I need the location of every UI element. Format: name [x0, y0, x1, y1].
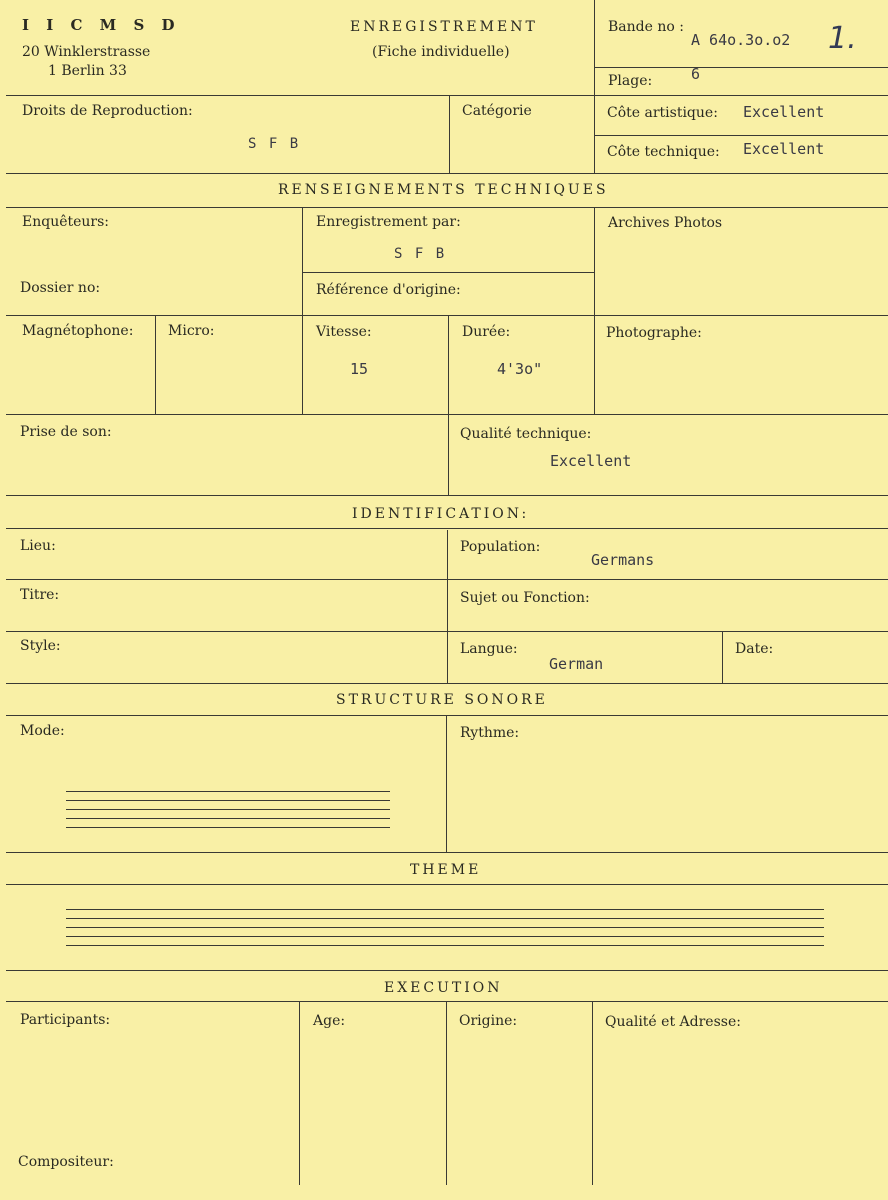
- divider: [6, 631, 888, 632]
- plage-value: 6: [691, 65, 701, 83]
- bande-label: Bande no :: [608, 19, 684, 35]
- qualite-technique-value: Excellent: [550, 452, 632, 470]
- form-subtitle: (Fiche individuelle): [372, 44, 510, 60]
- enqueteurs-label: Enquêteurs:: [22, 214, 110, 230]
- divider: [155, 316, 156, 415]
- divider: [6, 315, 888, 316]
- qualite-technique-label: Qualité technique:: [460, 426, 592, 442]
- prise-de-son-label: Prise de son:: [20, 424, 112, 440]
- divider: [6, 414, 888, 415]
- section-title-theme: THEME: [410, 862, 482, 878]
- divider: [302, 208, 303, 415]
- vitesse-label: Vitesse:: [316, 324, 372, 340]
- divider: [6, 495, 888, 496]
- mode-label: Mode:: [20, 723, 65, 739]
- staff-line: [66, 809, 390, 810]
- magnetophone-label: Magnétophone:: [22, 323, 134, 339]
- divider: [6, 579, 888, 580]
- population-label: Population:: [460, 539, 541, 555]
- staff-line: [66, 927, 824, 928]
- divider: [6, 1001, 888, 1002]
- langue-label: Langue:: [460, 641, 518, 657]
- section-title-structure: STRUCTURE SONORE: [336, 692, 548, 708]
- staff-line: [66, 827, 390, 828]
- archives-photos-label: Archives Photos: [608, 215, 723, 231]
- cote-artistique-label: Côte artistique:: [607, 105, 718, 121]
- divider: [6, 970, 888, 971]
- divider: [592, 1002, 593, 1185]
- photographe-label: Photographe:: [606, 325, 702, 341]
- plage-label: Plage:: [608, 73, 653, 89]
- divider: [447, 530, 448, 684]
- divider: [594, 0, 595, 173]
- section-title-technical: RENSEIGNEMENTS TECHNIQUES: [278, 182, 609, 198]
- staff-line: [66, 818, 390, 819]
- divider: [6, 884, 888, 885]
- staff-line: [66, 909, 824, 910]
- lieu-label: Lieu:: [20, 538, 56, 554]
- population-value: Germans: [591, 551, 655, 569]
- divider: [446, 1002, 447, 1185]
- cote-artistique-value: Excellent: [743, 103, 825, 121]
- divider: [722, 632, 723, 684]
- droits-value: S F B: [248, 136, 301, 152]
- form-title: ENREGISTREMENT: [350, 19, 538, 35]
- staff-line: [66, 945, 824, 946]
- address-line-1: 20 Winklerstrasse: [22, 44, 151, 60]
- reference-label: Référence d'origine:: [316, 282, 461, 298]
- langue-value: German: [549, 655, 604, 673]
- rythme-label: Rythme:: [460, 725, 520, 741]
- bande-handwritten: 1.: [828, 21, 857, 56]
- divider: [299, 1002, 300, 1185]
- section-title-identification: IDENTIFICATION:: [352, 506, 530, 522]
- divider: [594, 208, 595, 415]
- dossier-label: Dossier no:: [20, 280, 101, 296]
- cote-technique-value: Excellent: [743, 140, 825, 158]
- divider: [6, 207, 888, 208]
- divider: [594, 135, 888, 136]
- divider: [6, 95, 888, 96]
- micro-label: Micro:: [168, 323, 215, 339]
- participants-label: Participants:: [20, 1012, 111, 1028]
- titre-label: Titre:: [20, 587, 60, 603]
- bande-value: A 64o.3o.o2: [691, 31, 791, 49]
- duree-label: Durée:: [462, 324, 511, 340]
- address-line-2: 1 Berlin 33: [48, 63, 127, 79]
- divider: [446, 716, 447, 853]
- droits-label: Droits de Reproduction:: [22, 103, 193, 119]
- sujet-label: Sujet ou Fonction:: [460, 590, 590, 606]
- institute-logo: I I C M S D: [22, 16, 181, 34]
- categorie-label: Catégorie: [462, 103, 532, 119]
- enregistrement-par-value: S F B: [394, 246, 447, 262]
- divider: [6, 715, 888, 716]
- divider: [6, 173, 888, 174]
- staff-line: [66, 791, 390, 792]
- age-label: Age:: [313, 1013, 346, 1029]
- enregistrement-par-label: Enregistrement par:: [316, 214, 461, 230]
- style-label: Style:: [20, 638, 61, 654]
- divider: [302, 272, 594, 273]
- divider: [6, 852, 888, 853]
- origine-label: Origine:: [459, 1013, 518, 1029]
- divider: [594, 67, 888, 68]
- vitesse-value: 15: [350, 360, 369, 378]
- divider: [6, 528, 888, 529]
- staff-line: [66, 800, 390, 801]
- duree-value: 4'3o": [497, 360, 543, 378]
- date-label: Date:: [735, 641, 774, 657]
- divider: [448, 316, 449, 496]
- divider: [6, 683, 888, 684]
- staff-line: [66, 918, 824, 919]
- staff-line: [66, 936, 824, 937]
- compositeur-label: Compositeur:: [18, 1154, 114, 1170]
- cote-technique-label: Côte technique:: [607, 144, 720, 160]
- divider: [449, 96, 450, 173]
- qualite-adresse-label: Qualité et Adresse:: [605, 1014, 741, 1030]
- section-title-execution: EXECUTION: [384, 980, 503, 996]
